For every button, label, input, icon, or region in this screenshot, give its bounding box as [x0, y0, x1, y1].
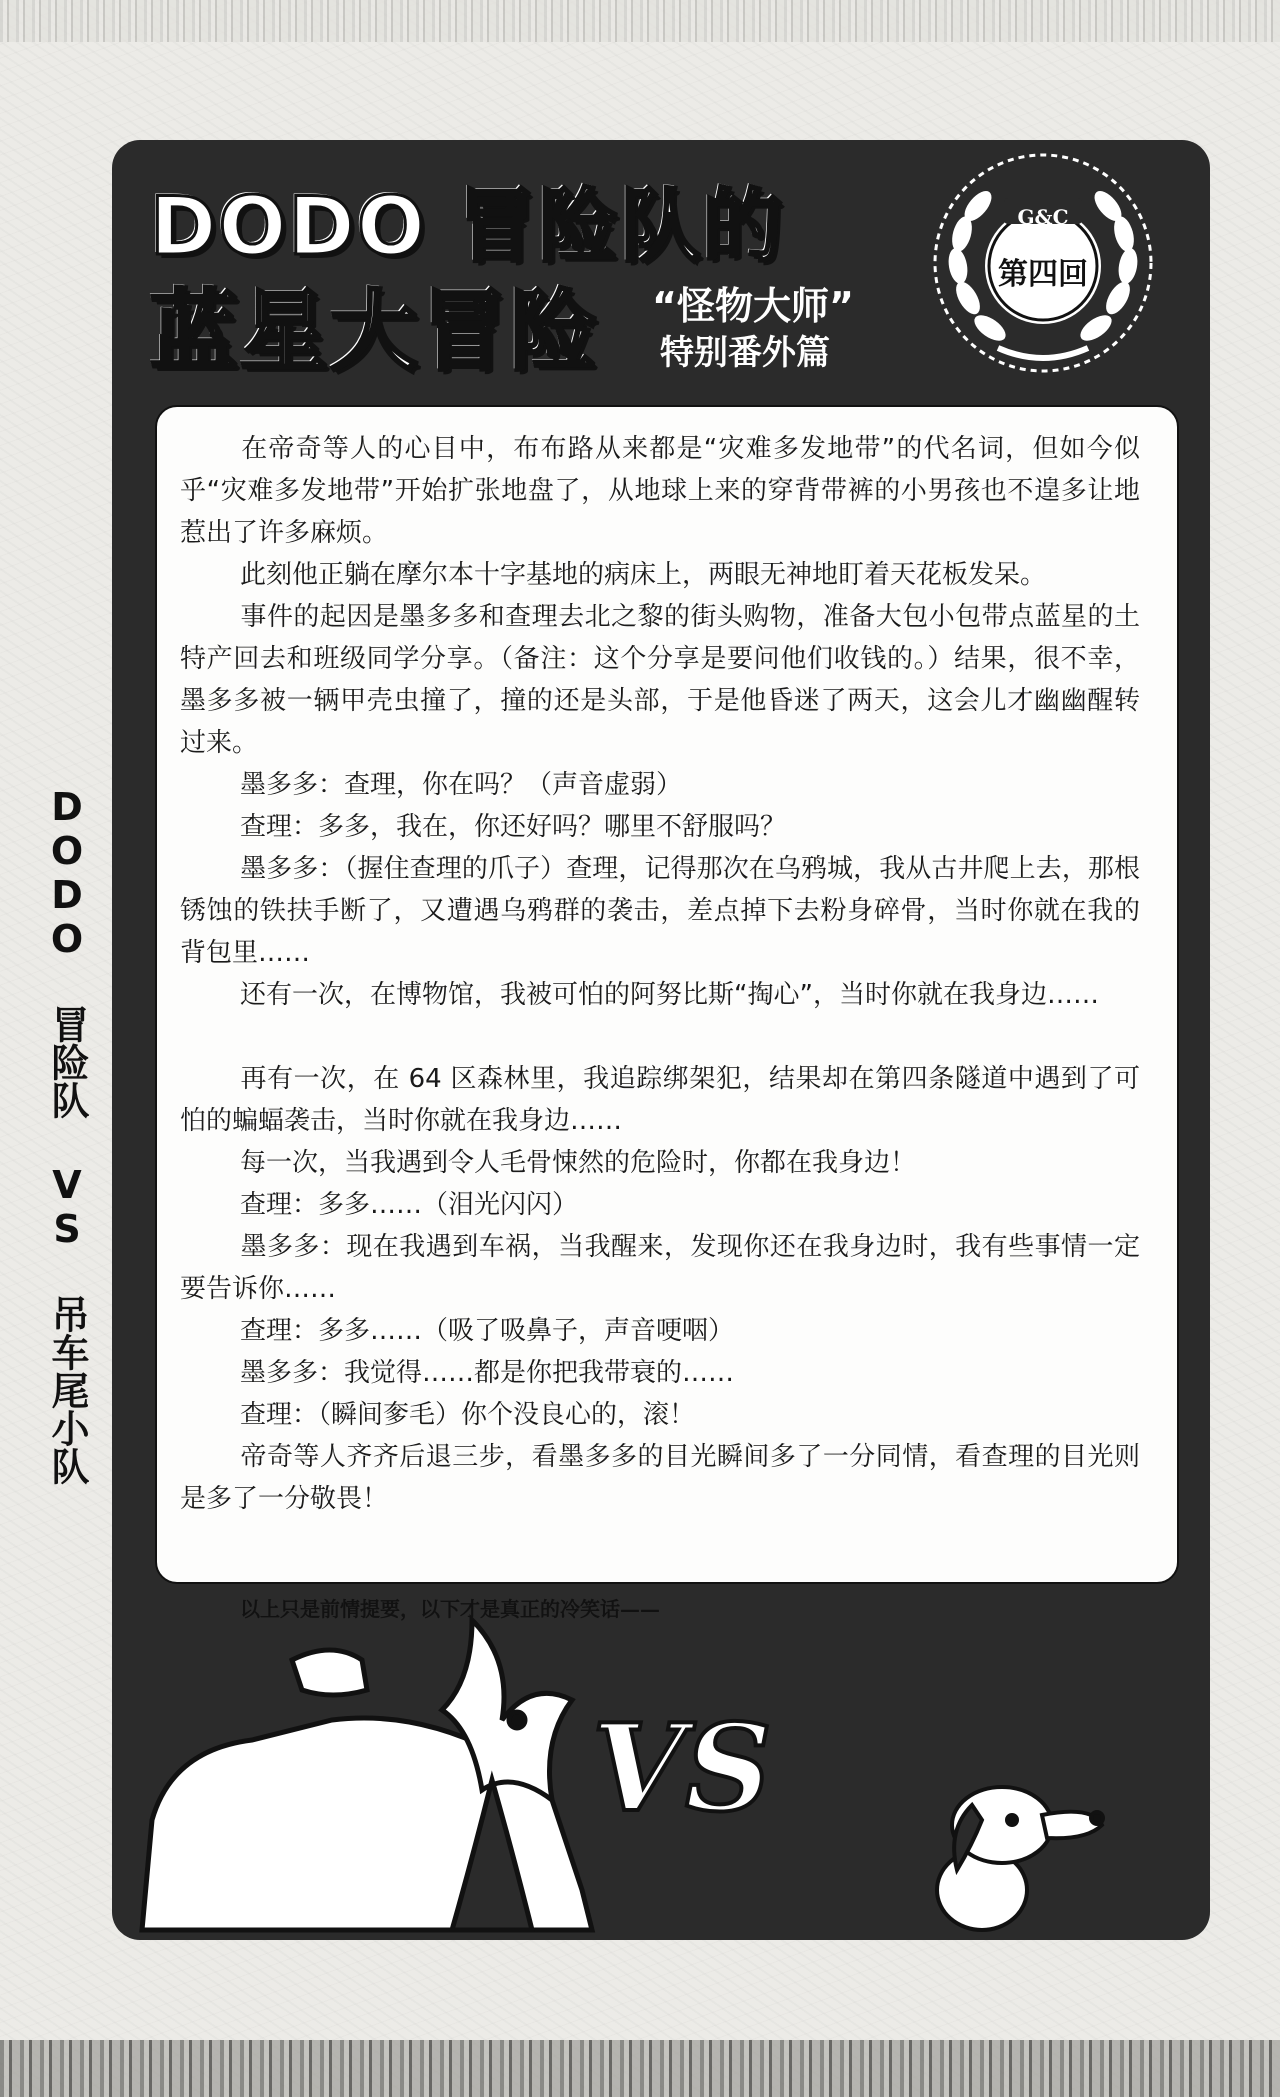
top-map-strip	[0, 0, 1280, 42]
badge-episode-label: 第四回	[998, 257, 1088, 292]
paragraph-13: 墨多多：我觉得……都是你把我带衰的……	[240, 1358, 735, 1388]
badge-gc-label: G&C	[1017, 205, 1069, 229]
dog-illustration	[937, 1787, 1103, 1930]
paragraph-12: 查理：多多……（吸了吸鼻子，声音哽咽）	[240, 1316, 735, 1346]
bottom-map-strip	[0, 2040, 1280, 2097]
subtitle-monster-master: “怪物大师”	[652, 284, 854, 328]
paragraph-14: 查理：（瞬间奓毛）你个没良心的，滚！	[240, 1400, 696, 1430]
paragraph-7: 还有一次，在博物馆，我被可怕的阿努比斯“掏心”，当时你就在我身边……	[240, 980, 1099, 1010]
paragraph-3: 事件的起因是墨多多和查理去北之黎的街头购物，准备大包小包带点蓝星的土特产回去和班级同学分享。（备注：这个分享是要问他们收钱的。）结果，很不幸，墨多多被一辆甲壳虫撞了，撞的还是头部，于是他昏迷了两天，这会儿才幽幽醒转过来。	[180, 602, 1140, 758]
illustration-vs-scene	[112, 1600, 1210, 1940]
subtitle-special-episode: 特别番外篇	[660, 333, 830, 373]
paragraph-5: 查理：多多，我在，你还好吗？哪里不舒服吗？	[240, 812, 787, 842]
title-line-2: 蓝星大冒险	[150, 280, 601, 383]
paragraph-9: 每一次，当我遇到令人毛骨悚然的危险时，你都在我身边！	[240, 1148, 917, 1178]
paragraph-1: 在帝奇等人的心目中，布布路从来都是“灾难多发地带”的代名词，但如今似乎“灾难多发地带”开始扩张地盘了，从地球上来的穿背带裤的小男孩也不遑多让地惹出了许多麻烦。	[180, 434, 1140, 548]
paragraph-6: 墨多多：（握住查理的爪子）查理，记得那次在乌鸦城，我从古井爬上去，那根锈蚀的铁扶手断了，又遭遇乌鸦群的袭击，差点掉下去粉身碎骨，当时你就在我的背包里……	[180, 854, 1140, 968]
paragraph-8: 再有一次，在 64 区森林里，我追踪绑架犯，结果却在第四条隧道中遇到了可怕的蝙蝠袭击，当时你就在我身边……	[180, 1064, 1140, 1136]
vs-label: VS	[592, 1698, 772, 1839]
monster-illustration	[142, 1620, 592, 1930]
paragraph-4: 墨多多：查理，你在吗？（声音虚弱）	[240, 770, 683, 800]
spine-title: DODO 冒险队 VS 吊车尾小队	[45, 785, 89, 1485]
paragraph-2: 此刻他正躺在摩尔本十字基地的病床上，两眼无神地盯着天花板发呆。	[240, 560, 1047, 590]
footer-note: 以上只是前情提要，以下才是真正的冷笑话——	[240, 1597, 660, 1621]
title-line-1: DODO 冒险队的	[150, 180, 785, 273]
paragraph-10: 查理：多多……（泪光闪闪）	[240, 1190, 579, 1220]
paragraph-15: 帝奇等人齐齐后退三步，看墨多多的目光瞬间多了一分同情，看查理的目光则是多了一分敬畏！	[180, 1442, 1140, 1514]
paragraph-11: 墨多多：现在我遇到车祸，当我醒来，发现你还在我身边时，我有些事情一定要告诉你……	[180, 1232, 1140, 1304]
